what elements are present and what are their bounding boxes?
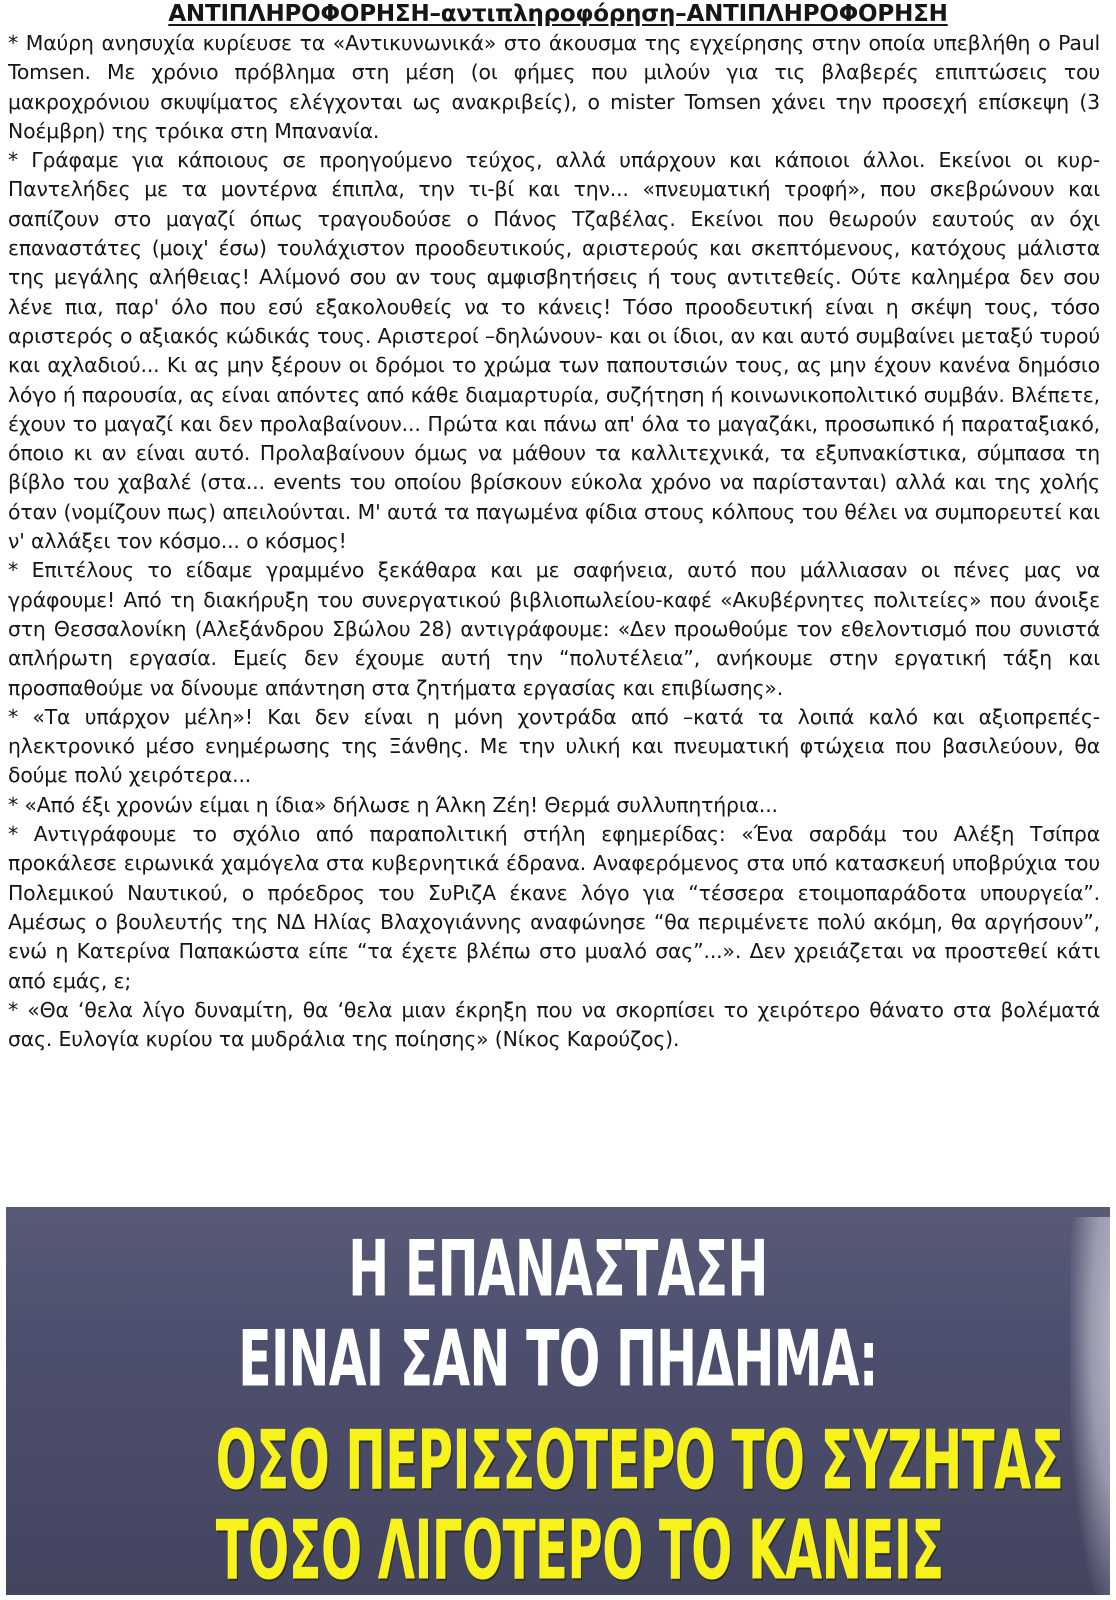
article-body <box>8 29 1100 1054</box>
article-paragraph: * Μαύρη ανησυχία κυρίευσε τα «Αντικυνωνικά» στο άκουσμα της εγχείρησης στην οποία υπεβλήθη ο Paul Tomsen. Με χρόνιο πρόβλημα στη μέση (οι φήμες που μιλούν για τις βλαβερές επιπτώσεις του μακροχρόνιου σκυψίματος ελέγχονται ως ανακριβείς), ο mister Tomsen χάνει την προσεχή επίσκεψη (3 Νοέμβρη) της τρόικα στη Μπανανία. <box>8 31 1100 143</box>
poster-line-3: ΟΣΟ ΠΕΡΙΣΣΟΤΕΡΟ ΤΟ ΣΥΖΗΤΑΣ <box>215 1413 1064 1509</box>
article-paragraph: * «Από έξι χρονών είμαι η ίδια» δήλωσε η Άλκη Ζέη! Θερμά συλλυπητήρια... <box>8 792 778 817</box>
article-paragraph: * «Τα υπάρχον μέλη»! Και δεν είναι η μόνη χοντράδα από –κατά τα λοιπά καλό και αξιοπρεπές- ηλεκτρονικό μέσο ενημέρωσης της Ξάνθης. Με την υλική και πνευματική φτώχεια που βασιλεύουν, θα δούμε πολύ χειρότερα... <box>8 704 1100 788</box>
article-paragraph: * Αντιγράφουμε το σχόλιο από παραπολιτική στήλη εφημερίδας: «Ένα σαρδάμ του Αλέξη Τσίπρα προκάλεσε ειρωνικά χαμόγελα στα κυβερνητικά έδρανα. Αναφερόμενος στα υπό κατασκευή υποβρύχια του Πολεμικού Ναυτικού, ο πρόεδρος του ΣυΡιζΑ έκανε λόγο για “τέσσερα ετοιμοπαράδοτα υπουργεία”. Αμέσως ο βουλευτής της ΝΔ Ηλίας Βλαχογιάννης αναφώνησε “θα περιμένετε πολύ ακόμη, θα αργήσουν”, ενώ η Κατερίνα Παπακώστα είπε “τα έχετε βλέπω στο μυαλό σας”...». Δεν χρειάζεται να προστεθεί κάτι από εμάς, ε; <box>8 822 1100 993</box>
page-title-text: ΑΝΤΙΠΛΗΡΟΦΟΡΗΣΗ–αντιπληροφόρηση–ΑΝΤΙΠΛΗΡΟΦΟΡΗΣΗ <box>168 1 948 27</box>
poster-line-1: Η ΕΠΑΝΑΣΤΑΣΗ <box>348 1223 768 1315</box>
article-paragraph: * Επιτέλους το είδαμε γραμμένο ξεκάθαρα και με σαφήνεια, αυτό που μάλλιασαν οι πένες μας να γράφουμε! Από τη διακήρυξη του συνεργατικού βιβλιοπωλείου-καφέ «Ακυβέρνητες πολιτείες» που άνοιξε στη Θεσσαλονίκη (Αλεξάνδρου Σβώλου 28) αντιγράφουμε: «Δεν προωθούμε τον εθελοντισμό που συνιστά απλήρωτη εργασία. Εμείς δεν έχουμε αυτή την “πολυτέλεια”, ανήκουμε στην εργατική τάξη και προσπαθούμε να δίνουμε απάντηση στα ζητήματα εργασίας και επιβίωσης». <box>8 558 1100 700</box>
poster-line-4: ΤΟΣΟ ΛΙΓΟΤΕΡΟ ΤΟ ΚΑΝΕΙΣ <box>215 1503 944 1595</box>
poster-figure-image <box>1070 1217 1110 1595</box>
poster-line-2: ΕΙΝΑΙ ΣΑΝ ΤΟ ΠΗΔΗΜΑ: <box>238 1313 878 1405</box>
page-title <box>0 0 1116 28</box>
article-paragraph: * Γράφαμε για κάποιους σε προηγούμενο τεύχος, αλλά υπάρχουν και κάποιοι άλλοι. Εκείνοι οι κυρ-Παντελήδες με τα μοντέρνα έπιπλα, την τι-βί και την... «πνευματική τροφή», που σκεβρώνουν και σαπίζουν στο μαγαζί όπως τραγουδούσε ο Πάνος Τζαβέλας. Εκείνοι που θεωρούν εαυτούς αν όχι επαναστάτες (μοιχ' έσω) τουλάχιστον προοδευτικούς, αριστερούς και σκεπτόμενους, κατόχους μάλιστα της μεγάλης αλήθειας! Αλίμονό σου αν τους αμφισβητήσεις ή τους αντιτεθείς. Ούτε καλημέρα δεν σου λένε πια, παρ' όλο που εσύ εξακολουθείς να το κάνεις! Τόσο προοδευτική είναι η σκέψη τους, τόσο αριστερός ο αξιακός κώδικάς τους. Αριστεροί –δηλώνουν- και οι ίδιοι, αν και αυτό συμβαίνει μεταξύ τυρού και αχλαδιού... Κι ας μην ξέρουν οι δρόμοι το χρώμα των παπουτσιών τους, ας μην έχουν κανένα δημόσιο λόγο ή παρουσία, ας είναι απόντες από κάθε διαμαρτυρία, συζήτηση ή κοινωνικοπολιτικό συμβάν. Βλέπετε, έχουν το μαγαζί και δεν προλαβαίνουν... Πρώτα και πάνω απ' όλα το μαγαζάκι, προσωπικό ή παραταξιακό, όποιο κι αν είναι αυτό. Προλαβαίνουν όμως να μάθουν τα καλλιτεχνικά, τα εξυπνακίστικα, σύμπασα τη βίβλο του χαβαλέ (στα... events του οποίου βρίσκουν εύκολα χρόνο να παρίστανται) αλλά και της χολής όταν (νομίζουν πως) απειλούνται. Μ' αυτά τα παγωμένα φίδια στους κόλπους του θέλει να συμπορευτεί και ν' αλλάξει τον κόσμο... ο κόσμος! <box>8 148 1100 554</box>
article-paragraph: * «Θα ‘θελα λίγο δυναμίτη, θα ‘θελα μιαν έκρηξη που να σκορπίσει το χειρότερο θάνατο στα βολέματά σας. Ευλογία κυρίου τα μυδράλια της ποίησης» (Νίκος Καρούζος). <box>8 997 1100 1052</box>
slogan-poster <box>6 1207 1110 1595</box>
